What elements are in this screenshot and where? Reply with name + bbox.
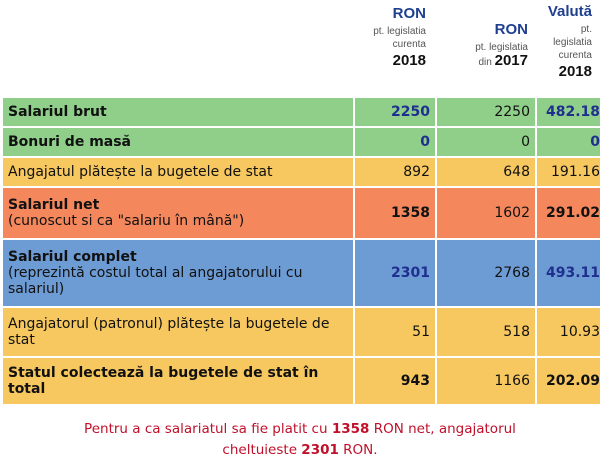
header-currency: RON bbox=[392, 5, 426, 22]
header-note: legislatia bbox=[553, 37, 592, 48]
value-valuta: 191.16 bbox=[537, 158, 600, 186]
footer-text: RON. bbox=[343, 442, 378, 458]
footer-total-value: 2301 bbox=[301, 442, 339, 458]
row-sublabel: (cunoscut si ca "salariu în mână") bbox=[8, 213, 245, 229]
value-2018: 1358 bbox=[355, 188, 435, 238]
footer-net-value: 1358 bbox=[331, 421, 370, 437]
value-2017: 2768 bbox=[437, 240, 535, 306]
table-row-bonuri bbox=[3, 128, 600, 156]
row-label: Salariul complet bbox=[8, 249, 137, 265]
value-2017: 518 bbox=[437, 308, 535, 356]
row-label: Salariul brut bbox=[3, 98, 353, 126]
salary-table bbox=[1, 96, 600, 406]
header-note: pt. legislatia bbox=[373, 26, 426, 37]
footer-note bbox=[0, 419, 600, 461]
value-2017: 1602 bbox=[437, 188, 535, 238]
value-2018: 2250 bbox=[355, 98, 435, 126]
header-currency: RON bbox=[494, 21, 528, 38]
row-label-cell bbox=[3, 188, 353, 238]
value-2018: 943 bbox=[355, 358, 435, 404]
value-2018: 892 bbox=[355, 158, 435, 186]
header-col-2017 bbox=[428, 22, 528, 69]
header-col-2018 bbox=[336, 6, 426, 68]
header-note: pt. legislatia bbox=[475, 42, 528, 53]
row-label: Salariul net bbox=[8, 197, 100, 213]
value-2018: 51 bbox=[355, 308, 435, 356]
value-valuta: 202.09 bbox=[537, 358, 600, 404]
footer-text: RON net, angajatorul bbox=[373, 421, 516, 437]
table-row-salariul-net bbox=[3, 188, 600, 238]
header-note: pt. bbox=[580, 24, 592, 35]
value-2017: 0 bbox=[437, 128, 535, 156]
row-label: Angajatorul (patronul) plătește la bugetele de stat bbox=[3, 308, 353, 356]
row-label-cell bbox=[3, 240, 353, 306]
footer-line-2 bbox=[0, 440, 600, 461]
header-note: curenta bbox=[392, 39, 426, 50]
value-2017: 2250 bbox=[437, 98, 535, 126]
header-note-din bbox=[428, 54, 528, 69]
value-2017: 1166 bbox=[437, 358, 535, 404]
row-label: Bonuri de masă bbox=[3, 128, 353, 156]
table-row-salariul-brut bbox=[3, 98, 600, 126]
value-valuta: 0 bbox=[537, 128, 600, 156]
header-year: 2018 bbox=[558, 63, 592, 80]
value-2018: 0 bbox=[355, 128, 435, 156]
value-valuta: 493.11 bbox=[537, 240, 600, 306]
value-2017: 648 bbox=[437, 158, 535, 186]
footer-text: cheltuieste bbox=[222, 442, 297, 458]
value-valuta: 10.93 bbox=[537, 308, 600, 356]
header-col-valuta bbox=[522, 4, 592, 79]
row-label: Angajatul plătește la bugetele de stat bbox=[3, 158, 353, 186]
footer-text: Pentru a ca salariatul sa fie platit cu bbox=[84, 421, 328, 437]
header-note: curenta bbox=[558, 50, 592, 61]
table-row-angajat-plateste bbox=[3, 158, 600, 186]
row-sublabel: (reprezintă costul total al angajatorului cu salariul) bbox=[8, 265, 303, 297]
row-label: Statul colectează la bugetele de stat în total bbox=[3, 358, 353, 404]
value-valuta: 291.02 bbox=[537, 188, 600, 238]
header-year: 2017 bbox=[494, 52, 528, 69]
value-valuta: 482.18 bbox=[537, 98, 600, 126]
header-year: 2018 bbox=[392, 52, 426, 69]
header-note: din bbox=[478, 57, 492, 68]
value-2018: 2301 bbox=[355, 240, 435, 306]
header-currency: Valută bbox=[547, 3, 592, 20]
footer-line-1 bbox=[0, 419, 600, 440]
table-row-salariul-complet bbox=[3, 240, 600, 306]
table-row-angajator-plateste bbox=[3, 308, 600, 356]
table-row-statul-colecteaza bbox=[3, 358, 600, 404]
